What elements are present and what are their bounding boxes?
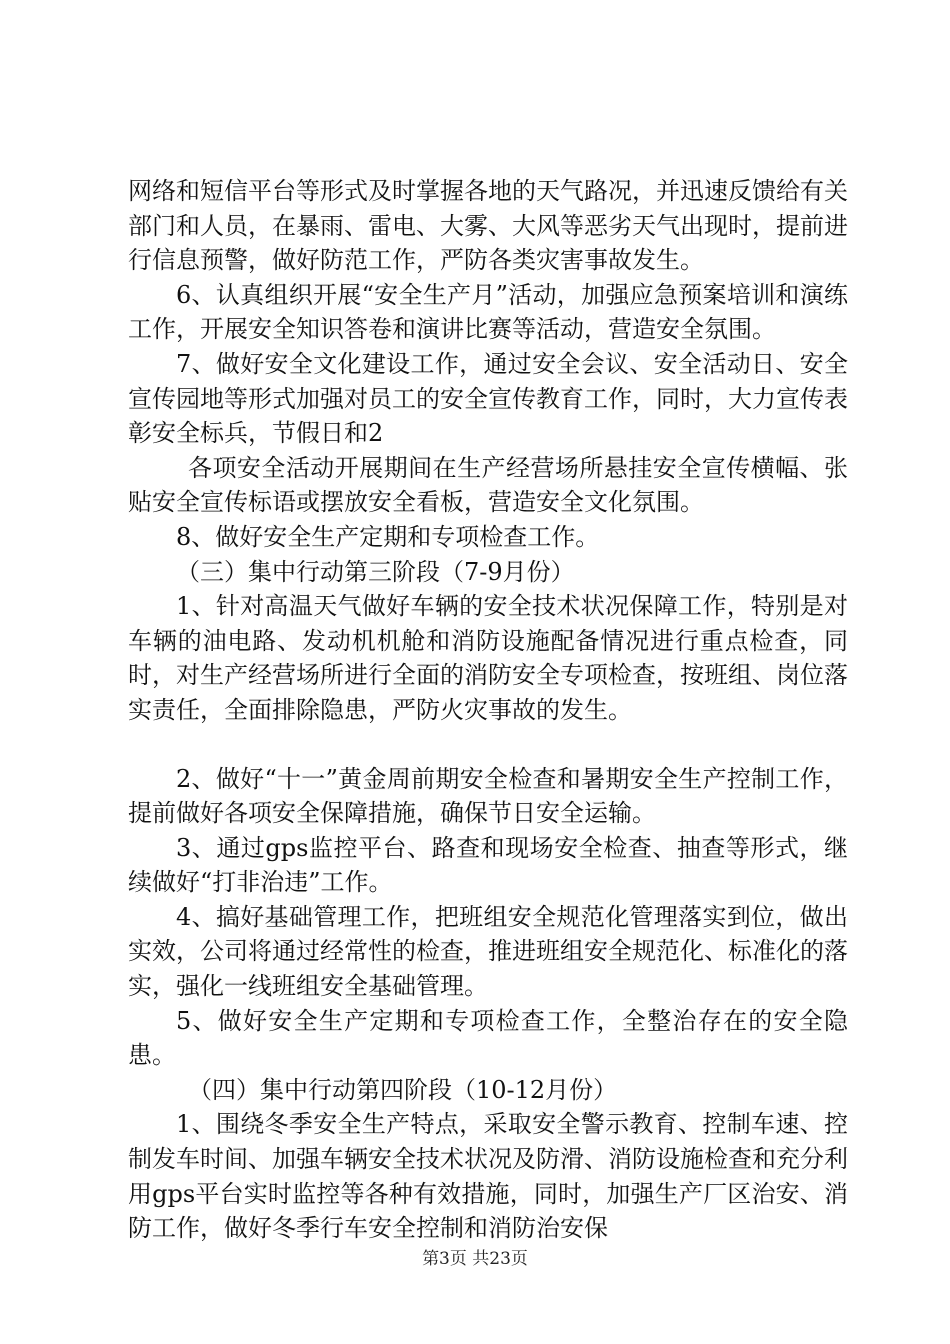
paragraph-phase4-item-1: 1、围绕冬季安全生产特点，采取安全警示教育、控制车速、控制发车时间、加强车辆安全技术状况及防滑、消防设施检查和充分利用gps平台实时监控等各种有效措施，同时，加强生产厂区治安、消防工作，做好冬季行车安全控制和消防治安保 <box>128 1110 848 1243</box>
paragraph-item-6: 6、认真组织开展“安全生产月”活动，加强应急预案培训和演练工作，开展安全知识答卷和演讲比赛等活动，营造安全氛围。 <box>128 280 848 344</box>
paragraph-item-7: 7、做好安全文化建设工作，通过安全会议、安全活动日、安全宣传园地等形式加强对员工的安全宣传教育工作，同时，大力宣传表彰安全标兵，节假日和2 <box>128 349 848 448</box>
paragraph-phase3-item-3: 3、通过gps监控平台、路查和现场安全检查、抽查等形式，继续做好“打非治违”工作。 <box>128 833 848 897</box>
paragraph-weather-warning: 网络和短信平台等形式及时掌握各地的天气路况，并迅速反馈给有关部门和人员，在暴雨、雷电、大雾、大风等恶劣天气出现时，提前进行信息预警，做好防范工作，严防各类灾害事故发生。 <box>128 177 848 275</box>
section-heading-phase-3: （三）集中行动第三阶段（7-9月份） <box>176 557 575 586</box>
paragraph-phase3-item-5: 5、做好安全生产定期和专项检查工作，全整治存在的安全隐患。 <box>128 1006 848 1070</box>
page-number-footer: 第3页 共23页 <box>422 1249 528 1269</box>
paragraph-phase3-item-2: 2、做好“十一”黄金周前期安全检查和暑期安全生产控制工作，提前做好各项安全保障措施，确保节日安全运输。 <box>128 764 848 828</box>
document-body <box>128 174 848 1246</box>
section-heading-phase-4: （四）集中行动第四阶段（10-12月份） <box>188 1075 618 1104</box>
paragraph-phase3-item-1: 1、针对高温天气做好车辆的安全技术状况保障工作，特别是对车辆的油电路、发动机机舱和消防设施配备情况进行重点检查，同时，对生产经营场所进行全面的消防安全专项检查，按班组、岗位落实责任，全面排除隐患，严防火灾事故的发生。 <box>128 592 848 724</box>
paragraph-item-8: 8、做好安全生产定期和专项检查工作。 <box>176 522 600 551</box>
paragraph-safety-activities: 各项安全活动开展期间在生产经营场所悬挂安全宣传横幅、张贴安全宣传标语或摆放安全看板，营造安全文化氛围。 <box>128 453 848 517</box>
paragraph-phase3-item-4: 4、搞好基础管理工作，把班组安全规范化管理落实到位，做出实效，公司将通过经常性的检查，推进班组安全规范化、标准化的落实，强化一线班组安全基础管理。 <box>128 902 848 1001</box>
